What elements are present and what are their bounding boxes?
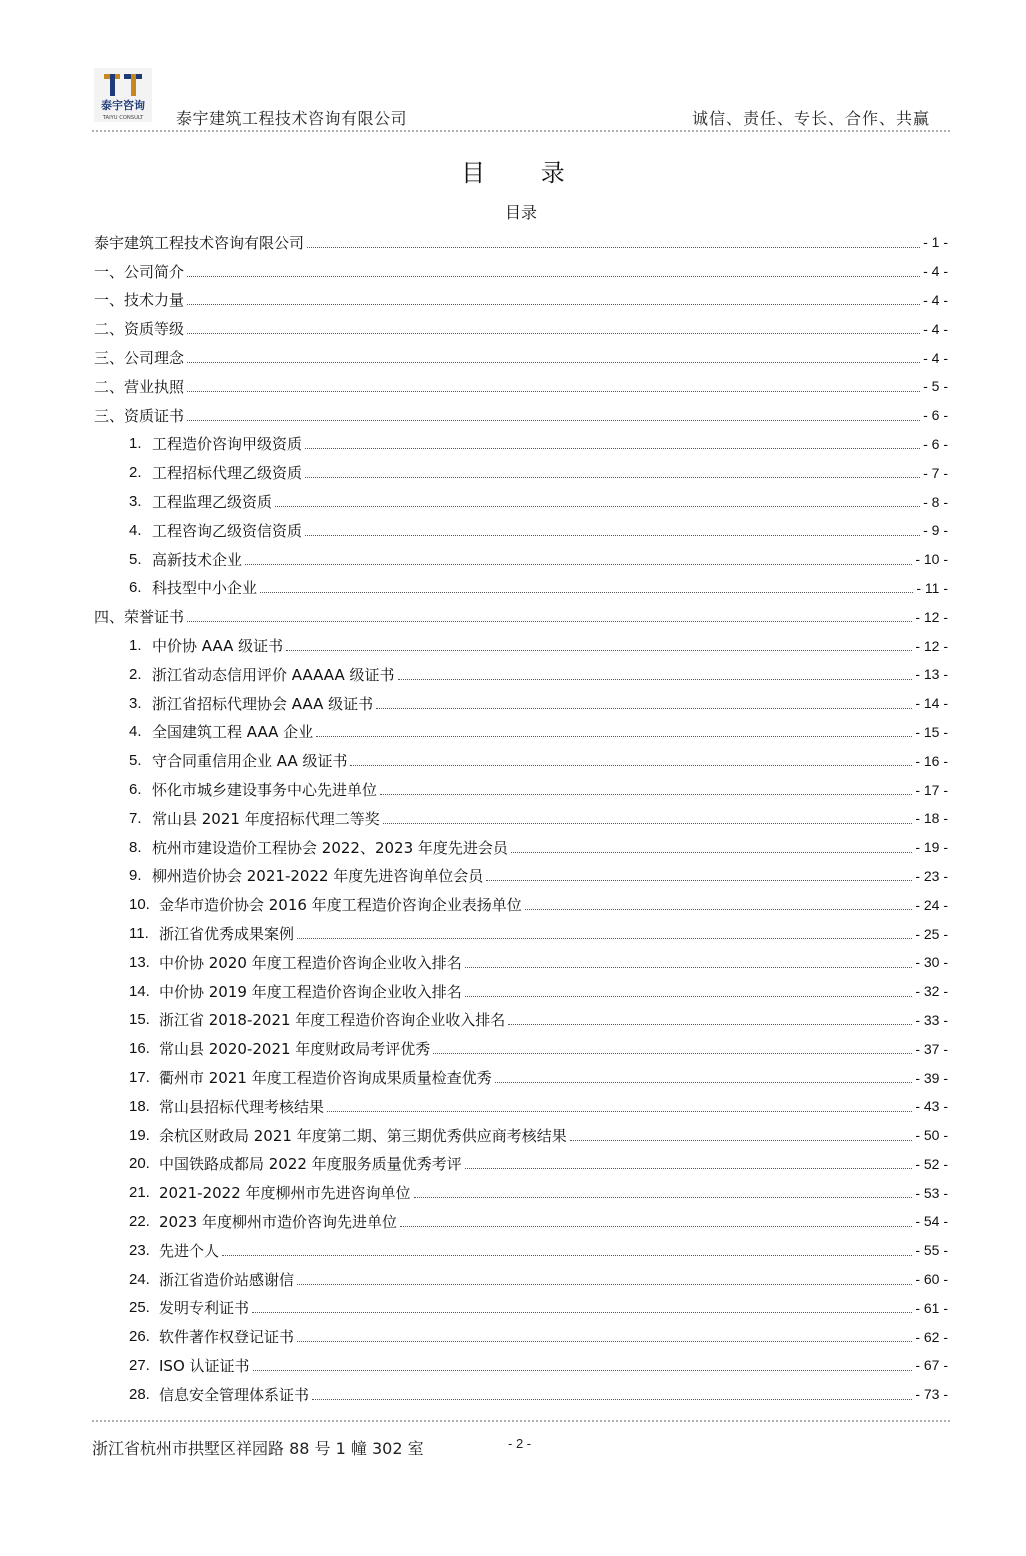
toc-entry-number: 23. [129,1241,150,1259]
toc-entry-number: 3. [129,694,142,712]
toc-entry-page: - 73 - [915,1386,948,1403]
toc-entry-label: 浙江省 2018-2021 年度工程造价咨询企业收入排名 [159,1011,506,1030]
toc-entry-page: - 37 - [915,1040,948,1057]
toc-leader-dots [465,967,913,968]
toc-entry[interactable] [94,545,948,574]
logo-icon [94,68,152,122]
toc-entry-page: - 32 - [915,983,948,1000]
toc-entry[interactable] [94,833,948,862]
toc-entry-page: - 24 - [915,896,948,913]
toc-entry-number: 25. [129,1299,150,1317]
toc-entry-label: 常山县 2021 年度招标代理二等奖 [152,809,380,828]
toc-entry-page: - 9 - [923,522,948,539]
toc-entry[interactable] [94,660,948,689]
toc-entry[interactable] [94,602,948,631]
toc-leader-dots [297,1284,912,1285]
footer-page-number: - 2 - [508,1436,532,1451]
toc-entry-number: 7. [129,809,142,827]
toc-entry-number: 24. [129,1270,150,1288]
toc-entry-page: - 17 - [915,781,948,798]
toc-leader-dots [260,592,913,593]
toc-entry-number: 四、 [94,609,125,627]
toc-entry-label: 软件著作权登记证书 [159,1328,295,1347]
toc-entry[interactable] [94,948,948,977]
toc-entry[interactable] [94,804,948,833]
toc-entry-page: - 6 - [923,435,948,452]
toc-entry-number: 14. [129,982,150,1000]
toc-entry-page: - 1 - [923,234,948,251]
toc-leader-dots [307,247,920,248]
toc-entry-number: 22. [129,1212,150,1230]
toc-leader-dots [305,477,920,478]
toc-entry-number: 18. [129,1097,150,1115]
toc-entry-page: - 30 - [915,954,948,971]
toc-entry[interactable] [94,343,948,372]
toc-entry[interactable] [94,1351,948,1380]
toc-entry-number: 4. [129,723,142,741]
toc-entry-label: 营业执照 [124,377,185,396]
toc-entry-label: 中价协 AAA 级证书 [152,637,284,656]
toc-leader-dots [383,823,913,824]
toc-entry-label: 怀化市城乡建设事务中心先进单位 [152,781,378,800]
toc-entry-page: - 7 - [923,464,948,481]
toc-entry-label: 工程监理乙级资质 [152,493,273,512]
toc-entry-label: 2021-2022 年度柳州市先进咨询单位 [159,1184,411,1203]
toc-entry[interactable] [94,631,948,660]
toc-entry[interactable] [94,1322,948,1351]
toc-entry[interactable] [94,574,948,603]
toc-leader-dots [253,1370,913,1371]
toc-leader-dots [486,880,912,881]
toc-entry-label: 中国铁路成都局 2022 年度服务质量优秀考评 [159,1155,462,1174]
toc-leader-dots [495,1082,913,1083]
toc-entry-page: - 4 - [923,349,948,366]
toc-entry[interactable] [94,372,948,401]
toc-entry-page: - 12 - [915,637,948,654]
toc-entry-label: 2023 年度柳州市造价咨询先进单位 [159,1212,397,1231]
toc-entry-number: 9. [129,867,142,885]
toc-entry[interactable] [94,1006,948,1035]
toc-leader-dots [400,1226,912,1227]
toc-entry[interactable] [94,430,948,459]
toc-entry-number: 21. [129,1184,150,1202]
toc-entry-page: - 15 - [915,723,948,740]
toc-entry[interactable] [94,401,948,430]
toc-entry-label: 技术力量 [124,291,185,310]
toc-entry-number: 2. [129,665,142,683]
toc-entry-label: 中价协 2020 年度工程造价咨询企业收入排名 [159,953,462,972]
toc-entry-label: 科技型中小企业 [152,579,258,598]
toc-entry-number: 26. [129,1328,150,1346]
toc-entry-label: 工程造价咨询甲级资质 [152,435,303,454]
toc-entry-page: - 23 - [915,867,948,884]
toc-entry-number: 15. [129,1011,150,1029]
toc-entry-label: 常山县招标代理考核结果 [159,1097,325,1116]
toc-entry-number: 二、 [94,378,125,396]
toc-entry-page: - 11 - [916,579,948,596]
toc-entry-page: - 8 - [923,493,948,510]
toc-entry-number: 三、 [94,407,125,425]
toc-entry-number: 19. [129,1126,150,1144]
logo-subtext: TAIYU CONSULT [102,115,144,121]
toc-leader-dots [305,448,920,449]
toc-entry[interactable] [94,718,948,747]
toc-leader-dots [508,1024,912,1025]
toc-entry-page: - 39 - [915,1069,948,1086]
toc-entry-label: 高新技术企业 [152,550,243,569]
toc-leader-dots [465,996,913,997]
toc-entry-label: 浙江省优秀成果案例 [159,925,295,944]
toc-entry-number: 28. [129,1385,150,1403]
toc-entry[interactable] [94,919,948,948]
toc-entry[interactable] [94,977,948,1006]
toc-entry[interactable] [94,516,948,545]
toc-leader-dots [187,276,920,277]
toc-entry-page: - 54 - [915,1213,948,1230]
toc-entry-page: - 13 - [915,666,948,683]
toc-entry-number: 一、 [94,263,125,281]
toc-entry-label: 发明专利证书 [159,1299,250,1318]
toc-entry-label: 浙江省动态信用评价 AAAAA 级证书 [152,665,395,684]
toc-entry-number: 5. [129,550,142,568]
toc-entry-number: 2. [129,464,142,482]
toc-leader-dots [275,506,920,507]
toc-entry[interactable] [94,1063,948,1092]
toc-entry-label: 资质证书 [124,406,185,425]
toc-leader-dots [525,909,913,910]
toc-entry-page: - 16 - [915,752,948,769]
toc-entry-page: - 33 - [915,1011,948,1028]
toc-entry-number: 3. [129,493,142,511]
toc-entry-number: 10. [129,896,150,914]
toc-entry-label: 泰宇建筑工程技术咨询有限公司 [94,233,305,252]
toc-entry[interactable] [94,257,948,286]
toc-entry[interactable] [94,689,948,718]
toc-entry-page: - 55 - [915,1242,948,1259]
toc-leader-dots [376,708,912,709]
toc-entry-label: 金华市造价协会 2016 年度工程造价咨询企业表扬单位 [159,896,522,915]
toc-entry-label: 荣誉证书 [124,608,185,627]
toc-entry[interactable] [94,487,948,516]
toc-entry-label: 杭州市建设造价工程协会 2022、2023 年度先进会员 [152,838,508,857]
toc-entry[interactable] [94,746,948,775]
toc-entry-number: 一、 [94,292,125,310]
toc-entry-page: - 6 - [923,407,948,424]
toc-entry[interactable] [94,228,948,257]
toc-leader-dots [187,304,920,305]
toc-entry[interactable] [94,862,948,891]
toc-entry-label: 衢州市 2021 年度工程造价咨询成果质量检查优秀 [159,1069,492,1087]
toc-entry-label: 中价协 2019 年度工程造价咨询企业收入排名 [159,982,462,1001]
toc-entry-label: 守合同重信用企业 AA 级证书 [152,752,348,771]
toc-leader-dots [398,679,913,680]
toc-entry-page: - 43 - [915,1098,948,1115]
table-of-contents [94,228,948,1409]
toc-entry-number: 二、 [94,321,125,339]
toc-entry[interactable] [94,1178,948,1207]
toc-entry-label: 信息安全管理体系证书 [159,1385,310,1404]
toc-entry-page: - 4 - [923,263,948,280]
toc-entry-number: 17. [129,1069,150,1086]
toc-entry[interactable] [94,890,948,919]
toc-entry-number: 20. [129,1155,150,1173]
toc-entry[interactable] [94,1265,948,1294]
toc-leader-dots [511,852,912,853]
toc-entry[interactable] [94,314,948,343]
page-title: 目 录 [461,159,589,187]
header-divider [92,130,950,132]
toc-entry[interactable] [94,458,948,487]
toc-entry-label: 柳州造价协会 2021-2022 年度先进咨询单位会员 [152,867,484,886]
toc-entry[interactable] [94,1207,948,1236]
toc-leader-dots [327,1111,912,1112]
toc-entry-label: 余杭区财政局 2021 年度第二期、第三期优秀供应商考核结果 [159,1126,567,1145]
company-motto: 诚信、责任、专长、合作、共赢 [691,109,930,128]
toc-entry-label: 常山县 2020-2021 年度财政局考评优秀 [159,1040,431,1059]
toc-entry-page: - 61 - [915,1299,948,1316]
toc-leader-dots [187,362,920,363]
footer-address: 浙江省杭州市拱墅区祥园路 88 号 1 幢 302 室 [92,1439,424,1458]
toc-entry-number: 13. [129,953,150,971]
toc-entry-page: - 19 - [915,839,948,856]
toc-entry-label: 工程招标代理乙级资质 [152,464,303,483]
toc-entry-label: 工程咨询乙级资信资质 [152,521,303,540]
toc-entry-label: 浙江省造价站感谢信 [159,1270,295,1289]
toc-leader-dots [316,736,912,737]
toc-entry[interactable] [94,775,948,804]
toc-leader-dots [187,420,920,421]
toc-entry-page: - 10 - [915,551,948,568]
toc-entry-page: - 52 - [915,1155,948,1172]
toc-leader-dots [187,391,920,392]
toc-leader-dots [187,333,920,334]
toc-entry-label: 公司简介 [124,262,185,281]
toc-leader-dots [312,1399,912,1400]
toc-entry-number: 6. [129,781,142,799]
toc-entry-label: 资质等级 [124,320,185,339]
footer-divider [92,1420,950,1422]
toc-entry-page: - 12 - [915,608,948,625]
toc-entry-page: - 50 - [915,1127,948,1144]
toc-leader-dots [570,1140,913,1141]
toc-entry-label: ISO 认证证书 [159,1356,250,1375]
toc-leader-dots [297,1341,912,1342]
toc-leader-dots [245,564,912,565]
toc-entry-number: 1. [129,637,142,655]
toc-entry-number: 6. [129,579,142,597]
toc-entry-label: 公司理念 [124,349,185,368]
page-header [92,66,950,132]
toc-leader-dots [297,938,912,939]
toc-leader-dots [433,1053,912,1054]
toc-entry-number: 4. [129,521,142,539]
toc-heading: 目录 [504,203,537,222]
toc-entry-label: 全国建筑工程 AAA 企业 [152,723,314,742]
toc-leader-dots [305,535,920,536]
toc-entry-page: - 53 - [915,1184,948,1201]
toc-entry[interactable] [94,1150,948,1179]
toc-leader-dots [414,1197,913,1198]
toc-entry-number: 三、 [94,350,125,368]
logo-text: 泰宇咨询 [101,99,145,112]
company-logo [94,68,152,122]
toc-entry[interactable] [94,1380,948,1409]
toc-entry[interactable] [94,1293,948,1322]
toc-entry-page: - 62 - [915,1328,948,1345]
toc-entry-page: - 60 - [915,1271,948,1288]
toc-entry-number: 5. [129,752,142,770]
toc-leader-dots [286,650,912,651]
toc-entry-page: - 18 - [915,810,948,827]
toc-entry-number: 8. [129,838,142,856]
toc-entry[interactable] [94,286,948,315]
company-name: 泰宇建筑工程技术咨询有限公司 [176,109,408,128]
toc-entry-page: - 4 - [923,320,948,337]
toc-entry-number: 16. [129,1040,150,1058]
toc-entry[interactable] [94,1236,948,1265]
toc-entry-page: - 14 - [915,695,948,712]
toc-entry-page: - 25 - [915,925,948,942]
toc-entry[interactable] [94,1121,948,1150]
toc-entry-label: 先进个人 [159,1241,220,1260]
toc-entry-page: - 67 - [915,1357,948,1374]
toc-entry-page: - 5 - [923,378,948,395]
toc-entry[interactable] [94,1034,948,1063]
toc-entry-page: - 4 - [923,291,948,308]
toc-entry-number: 11. [129,925,149,943]
toc-entry[interactable] [94,1092,948,1121]
toc-leader-dots [465,1168,913,1169]
toc-leader-dots [187,621,912,622]
toc-leader-dots [252,1312,912,1313]
toc-entry-number: 27. [129,1356,150,1374]
toc-leader-dots [380,794,912,795]
toc-entry-number: 1. [129,435,142,453]
toc-leader-dots [350,765,912,766]
toc-entry-label: 浙江省招标代理协会 AAA 级证书 [152,694,374,713]
toc-leader-dots [222,1255,912,1256]
